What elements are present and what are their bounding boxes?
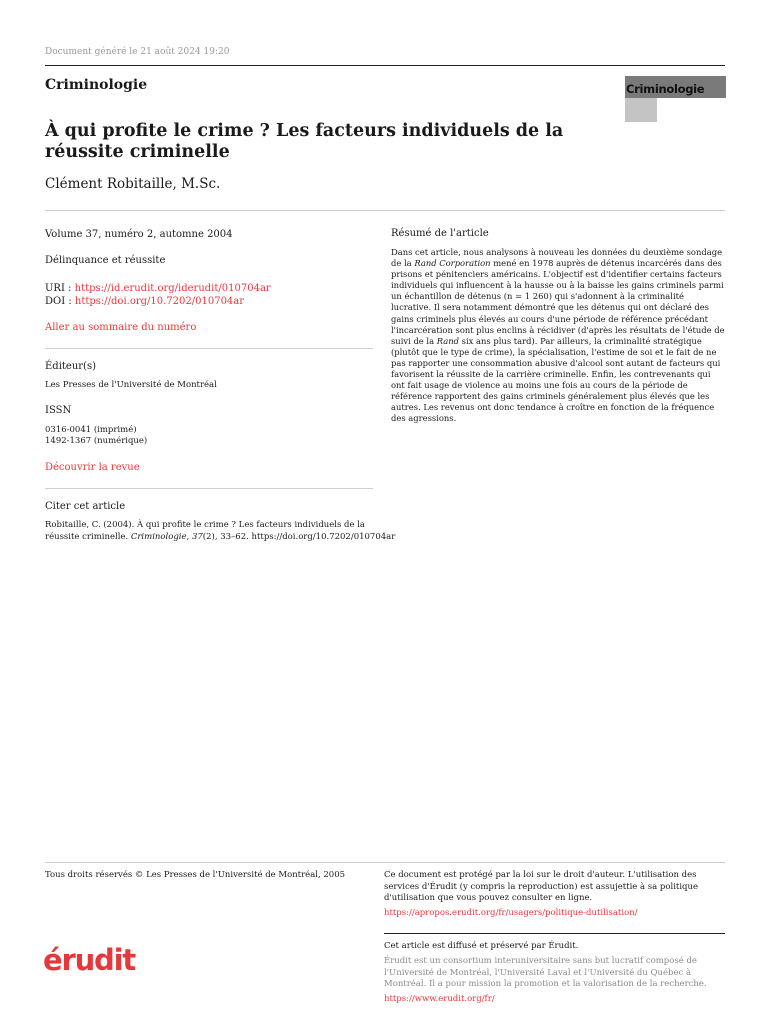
abstract-part-2: mené en 1978 auprès de détenus incarcérés dans des prisons et pénitenciers américains. L'objectif est d'identifier certains facteurs individuels qui influencent à la hausse ou à la baisse les gains criminels parmi un échantillon de détenus (n = 1 260) qui s'adonnent à la criminalité lucrative. Il sera notamment démontré que les détenus qui ont déclaré des gains criminels plus élevés au cours d'une période de référence précédant l'incarcération sont plus enclins à récidiver (d'après les résultats de l'étude de suivi de la <box>391 258 725 346</box>
distribution-notice: Cet article est diffusé et préservé par Érudit. <box>384 941 579 951</box>
journal-logo <box>625 76 726 122</box>
footer-right-rule <box>384 933 725 934</box>
uri-label: URI : <box>45 283 75 294</box>
abstract-em-1: Rand Corporation <box>414 258 491 269</box>
uri-line <box>45 282 271 295</box>
citation-line-2 <box>45 532 395 543</box>
publisher-name: Les Presses de l'Université de Montréal <box>45 380 217 390</box>
footer-divider <box>45 862 725 863</box>
uri-link[interactable]: https://id.erudit.org/iderudit/010704ar <box>74 283 271 294</box>
left-divider-2 <box>45 488 373 489</box>
doi-label: DOI : <box>45 296 75 307</box>
issue-section: Délinquance et réussite <box>45 255 166 266</box>
citation-pre: réussite criminelle. <box>45 532 131 542</box>
abstract-part-3: six ans plus tard). Par ailleurs, la criminalité stratégique (plutôt que le type de crime), la spécialisation, l'estime de soi et le fait de ne pas rapporter une consommation abusive d'alcool sont autant de facteurs qui favorisent la réussite de la carrière criminelle. Enfin, les contrevenants qui ont fait usage de violence au moins une fois au cours de la période de référence rapportent des gains criminels généralement plus élevés que les autres. Les revenus ont donc tendance à croître en fonction de la fréquence des agressions. <box>391 335 721 424</box>
doi-link[interactable]: https://doi.org/10.7202/010704ar <box>74 296 245 307</box>
cite-heading: Citer cet article <box>45 501 126 512</box>
publisher-heading: Éditeur(s) <box>45 361 96 372</box>
issue-volume: Volume 37, numéro 2, automne 2004 <box>45 229 233 240</box>
left-divider-1 <box>45 348 373 349</box>
doi-line <box>45 295 244 308</box>
title-divider <box>45 210 725 211</box>
generation-date: Document généré le 21 août 2024 19:20 <box>45 47 230 57</box>
discover-journal-link[interactable]: Découvrir la revue <box>45 462 140 473</box>
citation-volume: , 37 <box>186 532 203 542</box>
author: Clément Robitaille, M.Sc. <box>45 176 221 192</box>
abstract-text <box>391 247 725 425</box>
journal-logo-text: Criminologie <box>626 82 705 96</box>
issn-digital: 1492-1367 (numérique) <box>45 436 148 446</box>
journal-name: Criminologie <box>45 77 148 93</box>
usage-policy-link[interactable]: https://apropos.erudit.org/fr/usagers/politique-dutilisation/ <box>384 908 638 918</box>
article-title: À qui profite le crime ? Les facteurs individuels de la réussite criminelle <box>45 121 564 162</box>
abstract-part-1: Dans cet article, nous analysons à nouveau les données du deuxième sondage de la <box>391 247 723 269</box>
citation-journal: Criminologie <box>130 532 187 542</box>
erudit-website-link[interactable]: https://www.erudit.org/fr/ <box>384 994 495 1004</box>
citation-post: (2), 33–62. https://doi.org/10.7202/010704ar <box>202 532 396 542</box>
consortium-description: Érudit est un consortium interuniversitaire sans but lucratif composé de l'Université de Montréal, l'Université Laval et l'Université du Québec à Montréal. Il a pour mission la promotion et la valorisation de la recherche. <box>384 956 707 989</box>
copyright-notice: Ce document est protégé par la loi sur le droit d'auteur. L'utilisation des services d'Érudit (y compris la reproduction) est assujettie à sa politique d'utilisation que vous pouvez consulter en ligne. <box>384 870 698 903</box>
header-rule <box>45 65 725 66</box>
erudit-logo-text: érudit <box>43 943 135 976</box>
rights-notice: Tous droits réservés © Les Presses de l'Université de Montréal, 2005 <box>45 870 346 880</box>
abstract-em-2: Rand <box>436 335 460 346</box>
issn-heading: ISSN <box>45 405 72 416</box>
citation-line-1: Robitaille, C. (2004). À qui profite le crime ? Les facteurs individuels de la <box>45 520 366 530</box>
issn-print: 0316-0041 (imprimé) <box>45 425 137 435</box>
erudit-logo <box>43 936 143 976</box>
abstract-heading: Résumé de l'article <box>391 228 489 239</box>
toc-link[interactable]: Aller au sommaire du numéro <box>45 322 197 333</box>
